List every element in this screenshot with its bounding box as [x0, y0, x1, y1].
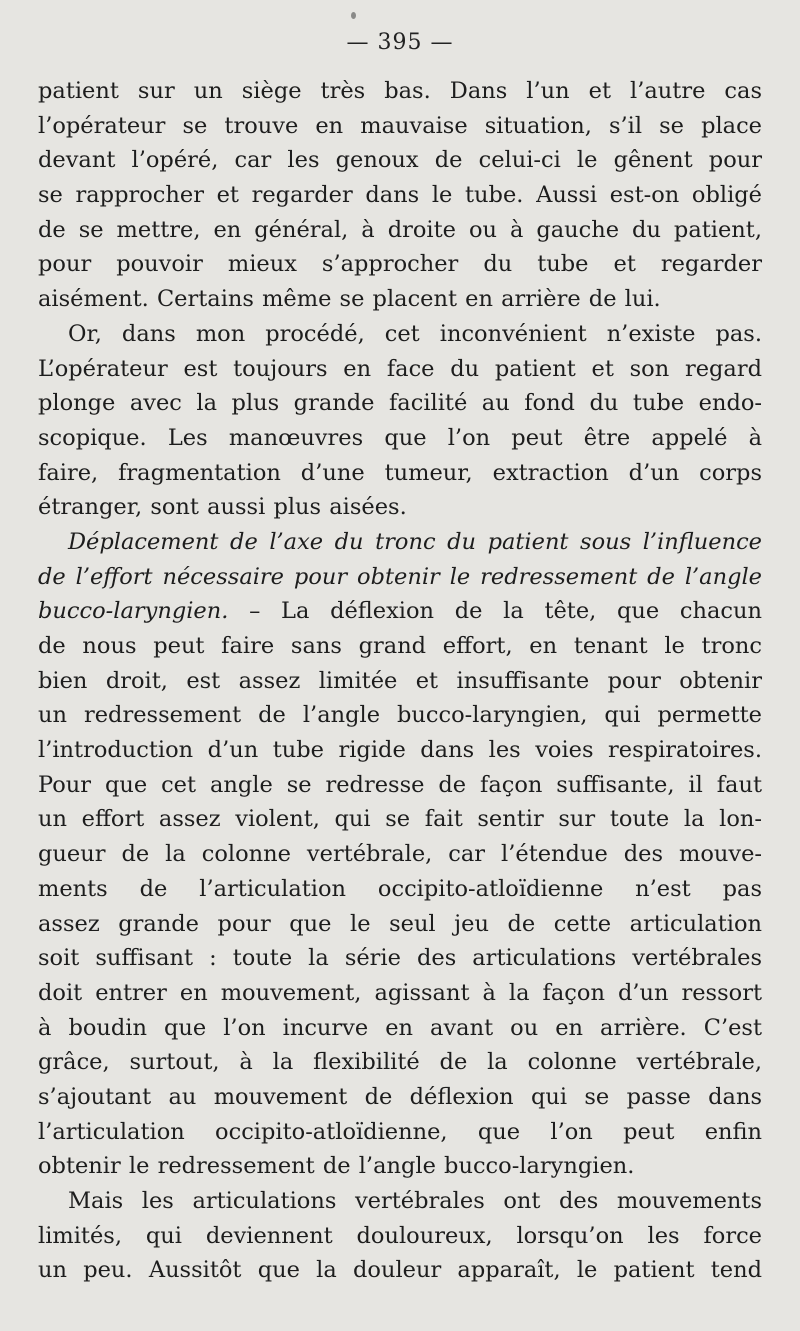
text-line: bien droit, est assez limitée et insuffisante pour obtenir [38, 667, 762, 694]
text-line: étranger, sont aussi plus aisées. [38, 494, 407, 521]
text-line: l’introduction d’un tube rigide dans les voies respiratoires. [38, 737, 762, 764]
text-line: de se mettre, en général, à droite ou à gauche du patient, [38, 216, 762, 243]
section-heading-end: bucco-laryngien. [38, 598, 229, 625]
ink-speck [351, 12, 356, 19]
text-line: pour pouvoir mieux s’approcher du tube et regarder [38, 251, 762, 278]
text-line: patient sur un siège très bas. Dans l’un et l’autre cas [38, 78, 762, 104]
text-line: s’ajoutant au mouvement de déflexion qui se passe dans [38, 1083, 762, 1110]
text-line: obtenir le redressement de l’angle bucco-laryngien. [38, 1153, 635, 1180]
text-line: l’opérateur se trouve en mauvaise situation, s’il se place [38, 112, 762, 139]
text-line: plonge avec la plus grande facilité au fond du tube endo- [38, 390, 762, 417]
section-heading-line: de l’effort nécessaire pour obtenir le redressement de l’angle [38, 563, 762, 590]
text-line: un peu. Aussitôt que la douleur apparaît, le patient tend [38, 1257, 762, 1284]
text-line: un effort assez violent, qui se fait sentir sur toute la lon- [38, 806, 762, 833]
text-line: aisément. Certains même se placent en arrière de lui. [38, 286, 661, 313]
text-line: Mais les articulations vertébrales ont des mouvements [68, 1188, 762, 1214]
section-heading-line: Déplacement de l’axe du tronc du patient sous l’influence [68, 528, 762, 555]
text-line: assez grande pour que le seul jeu de cette articulation [38, 910, 762, 937]
text-line: L’opérateur est toujours en face du patient et son regard [38, 355, 762, 382]
text-line: gueur de la colonne vertébrale, car l’étendue des mouve- [38, 841, 762, 868]
text-line: un redressement de l’angle bucco-laryngien, qui permette [38, 702, 762, 729]
text-line: se rapprocher et regarder dans le tube. Aussi est-on obligé [38, 182, 762, 209]
text-line: limités, qui deviennent douloureux, lorsqu’on les force [38, 1222, 762, 1249]
text-line: à boudin que l’on incurve en avant ou en arrière. C’est [38, 1014, 762, 1041]
text-line-mixed [38, 594, 762, 629]
text-line: scopique. Les manœuvres que l’on peut être appelé à [38, 424, 762, 451]
text-line: faire, fragmentation d’une tumeur, extraction d’un corps [38, 459, 762, 486]
text-line: ments de l’articulation occipito-atloïdienne n’est pas [38, 875, 762, 902]
text-line: Or, dans mon procédé, cet inconvénient n’existe pas. [68, 320, 762, 347]
page-number: — 395 — [346, 30, 454, 55]
body-text [38, 74, 762, 1288]
text-line: de nous peut faire sans grand effort, en tenant le tronc [38, 633, 762, 659]
text-line: devant l’opéré, car les genoux de celui-ci le gênent pour [38, 147, 762, 174]
text-run: – La déflexion de la tête, que chacun [228, 598, 762, 625]
text-line: soit suffisant : toute la série des articulations vertébrales [38, 945, 762, 972]
text-line: l’articulation occipito-atloïdienne, que l’on peut enfin [38, 1118, 762, 1145]
text-line: Pour que cet angle se redresse de façon suffisante, il faut [38, 771, 762, 798]
text-line: grâce, surtout, à la flexibilité de la colonne vertébrale, [38, 1049, 762, 1076]
text-line: doit entrer en mouvement, agissant à la façon d’un ressort [38, 979, 762, 1006]
